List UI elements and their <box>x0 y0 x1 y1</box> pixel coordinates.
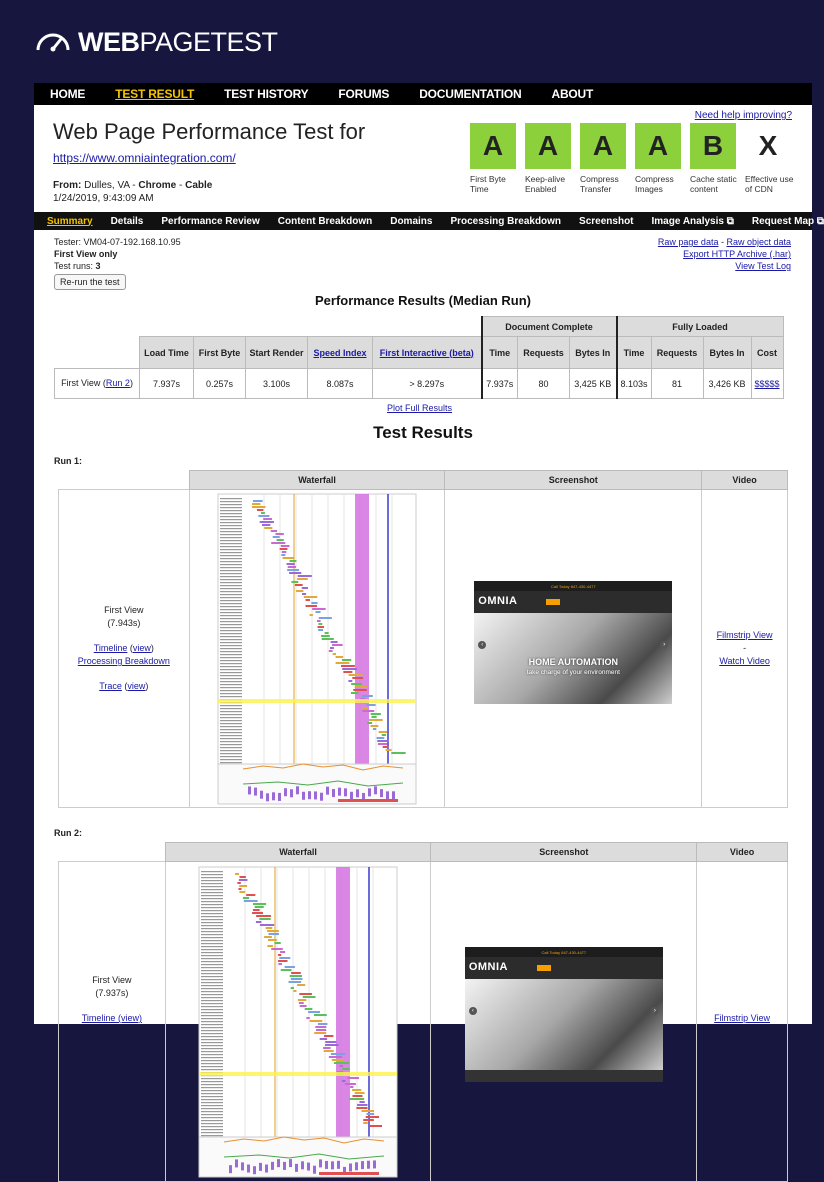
grade-cdn[interactable] <box>745 123 800 194</box>
table-row <box>55 369 784 399</box>
col-load-time: Load Time <box>140 337 194 369</box>
chevron-right-icon: › <box>660 641 668 649</box>
run-1-video-cell: Filmstrip View - Watch Video <box>702 490 788 808</box>
webpagetest-logo[interactable] <box>34 26 278 58</box>
chevron-left-icon: ‹ <box>469 1007 477 1015</box>
first-view-only: First View only <box>54 249 118 259</box>
cell-full-bytes: 3,426 KB <box>703 369 751 399</box>
cell-load-time: 7.937s <box>140 369 194 399</box>
test-date: 1/24/2019, 9:43:09 AM <box>53 193 154 204</box>
cell-full-requests: 81 <box>651 369 703 399</box>
col-start-render: Start Render <box>246 337 308 369</box>
main-nav <box>34 83 812 105</box>
grade-summary <box>470 123 800 194</box>
raw-page-data-link[interactable]: Raw page data <box>657 237 719 247</box>
filmstrip-view-link[interactable]: Filmstrip View <box>714 1013 771 1023</box>
col-doc-time: Time <box>482 337 518 369</box>
rerun-test-button[interactable]: Re-run the test <box>54 274 126 290</box>
col-waterfall: Waterfall <box>189 471 445 490</box>
test-location-info: From: Dulles, VA - Chrome - Cable 1/24/2019, 9:43:09 AM <box>53 180 213 204</box>
grade-badge: B <box>690 123 736 169</box>
col-full-requests: Requests <box>651 337 703 369</box>
grade-keep-alive[interactable] <box>525 123 580 194</box>
page-screenshot[interactable] <box>465 947 663 1082</box>
tab-domains[interactable]: Domains <box>390 215 433 227</box>
fully-loaded-header: Fully Loaded <box>617 317 784 337</box>
timeline-view-link[interactable]: view <box>132 643 151 653</box>
screenshot-brand: OMNIA <box>478 595 518 607</box>
col-first-interactive[interactable]: First Interactive (beta) <box>373 337 482 369</box>
cell-doc-bytes: 3,425 KB <box>570 369 617 399</box>
grade-cache-static[interactable] <box>690 123 745 194</box>
tester-name: Tester: VM04-07-192.168.10.95 <box>54 237 181 247</box>
waterfall-chart[interactable] <box>218 494 416 804</box>
run-1-waterfall-cell[interactable] <box>189 490 445 808</box>
cell-cost[interactable]: $$$$$ <box>751 369 783 399</box>
timeline-link[interactable]: Timeline <box>93 643 128 653</box>
tab-details[interactable]: Details <box>110 215 144 227</box>
tab-performance-review[interactable]: Performance Review <box>161 215 260 227</box>
test-results-title: Test Results <box>373 423 473 442</box>
run-1-table <box>58 470 788 808</box>
grade-badge: A <box>580 123 626 169</box>
run-2-table <box>58 842 788 1182</box>
tab-request-map[interactable]: Request Map ⧉ <box>751 215 824 227</box>
trace-view-link[interactable]: view <box>127 681 146 691</box>
export-har-link[interactable]: Export HTTP Archive (.har) <box>683 249 791 259</box>
run-1-label: Run 1: <box>54 456 82 466</box>
chevron-left-icon: ‹ <box>478 641 486 649</box>
screenshot-phone-bar: Call Today 847-430-4477 <box>465 947 663 957</box>
col-speed-index[interactable]: Speed Index <box>308 337 373 369</box>
col-cost: Cost <box>751 337 783 369</box>
col-first-byte: First Byte <box>194 337 246 369</box>
timeline-link[interactable]: Timeline (view) <box>81 1013 142 1023</box>
grade-badge: X <box>758 130 778 161</box>
nav-forums[interactable]: FORUMS <box>338 87 390 101</box>
cell-doc-time: 7.937s <box>482 369 518 399</box>
run-2-label: Run 2: <box>54 828 82 838</box>
results-panel <box>34 105 824 1036</box>
col-waterfall: Waterfall <box>165 843 431 862</box>
result-subnav <box>34 212 824 230</box>
col-screenshot: Screenshot <box>431 843 697 862</box>
run-1-first-view: First View (7.943s) Timeline (view) Processing Breakdown Trace (view) <box>59 490 190 808</box>
processing-breakdown-link[interactable]: Processing Breakdown <box>77 656 170 666</box>
screenshot-headline: HOME AUTOMATION <box>528 657 618 667</box>
run-2-waterfall-cell[interactable] <box>165 862 431 1182</box>
cell-full-time: 8.103s <box>617 369 652 399</box>
test-runs: Test runs: 3 <box>54 261 101 271</box>
tab-image-analysis[interactable]: Image Analysis ⧉ <box>651 215 734 227</box>
col-screenshot: Screenshot <box>445 471 702 490</box>
tester-info <box>54 236 181 290</box>
grade-compress-transfer[interactable] <box>580 123 635 194</box>
run-2-link[interactable]: Run 2 <box>105 378 130 388</box>
page-screenshot[interactable] <box>474 581 672 716</box>
screenshot-tagline: take charge of your environment <box>526 669 620 676</box>
grade-label: Compress Transfer <box>580 174 619 194</box>
nav-home[interactable]: HOME <box>50 87 86 101</box>
doc-complete-header: Document Complete <box>482 317 617 337</box>
view-test-log-link[interactable]: View Test Log <box>735 261 791 271</box>
grade-compress-images[interactable] <box>635 123 690 194</box>
performance-results-table <box>54 316 784 399</box>
waterfall-chart[interactable] <box>199 867 397 1177</box>
grade-label: First Byte Time <box>470 174 506 194</box>
cell-first-byte: 0.257s <box>194 369 246 399</box>
trace-link[interactable]: Trace <box>99 681 122 691</box>
run-2-video-cell: Filmstrip View - <box>697 862 788 1182</box>
grade-label: Keep-alive Enabled <box>525 174 566 194</box>
tab-processing-breakdown[interactable]: Processing Breakdown <box>450 215 562 227</box>
data-links: Raw page data - Raw object data Export HTTP Archive (.har) View Test Log <box>657 237 791 271</box>
raw-object-data-link[interactable]: Raw object data <box>726 237 791 247</box>
cell-first-interactive: > 8.297s <box>373 369 482 399</box>
filmstrip-view-link[interactable]: Filmstrip View <box>716 630 773 640</box>
grade-badge: A <box>525 123 571 169</box>
col-doc-requests: Requests <box>518 337 570 369</box>
plot-full-results-link[interactable]: Plot Full Results <box>387 403 453 413</box>
nav-documentation[interactable]: DOCUMENTATION <box>419 87 522 101</box>
grade-label: Cache static content <box>690 174 737 194</box>
grade-badge: A <box>635 123 681 169</box>
grade-badge: A <box>470 123 516 169</box>
tested-url-link[interactable]: https://www.omniaintegration.com/ <box>53 151 236 165</box>
grade-first-byte[interactable] <box>470 123 525 194</box>
nav-about[interactable]: ABOUT <box>551 87 594 101</box>
tab-summary[interactable]: Summary <box>47 215 93 227</box>
run-2-first-view: First View (7.937s) Timeline (view) <box>59 862 166 1182</box>
cell-start-render: 3.100s <box>246 369 308 399</box>
run-1-screenshot-cell[interactable] <box>445 490 702 808</box>
screenshot-phone-bar: Call Today 847-430-4477 <box>474 581 672 591</box>
tab-screenshot[interactable]: Screenshot <box>579 215 634 227</box>
row-label: First View (Run 2) <box>55 369 140 399</box>
grade-label: Compress Images <box>635 174 674 194</box>
col-video: Video <box>702 471 788 490</box>
help-improving-link[interactable]: Need help improving? <box>694 110 792 121</box>
speedometer-icon <box>34 28 72 56</box>
col-doc-bytes: Bytes In <box>570 337 617 369</box>
nav-test-history[interactable]: TEST HISTORY <box>224 87 309 101</box>
logo-text: WEBPAGETEST <box>78 26 278 57</box>
cell-doc-requests: 80 <box>518 369 570 399</box>
col-video: Video <box>697 843 788 862</box>
col-full-bytes: Bytes In <box>703 337 751 369</box>
screenshot-brand: OMNIA <box>468 961 508 973</box>
performance-results-title: Performance Results (Median Run) <box>315 293 531 308</box>
tab-content-breakdown[interactable]: Content Breakdown <box>277 215 373 227</box>
grade-label: Effective use of CDN <box>745 174 794 194</box>
run-2-screenshot-cell[interactable] <box>431 862 697 1182</box>
col-full-time: Time <box>617 337 652 369</box>
page-title: Web Page Performance Test for <box>53 119 366 144</box>
nav-test-result[interactable]: TEST RESULT <box>115 87 195 101</box>
cell-speed-index: 8.087s <box>308 369 373 399</box>
watch-video-link[interactable]: Watch Video <box>719 656 770 666</box>
chevron-right-icon: › <box>651 1007 659 1015</box>
